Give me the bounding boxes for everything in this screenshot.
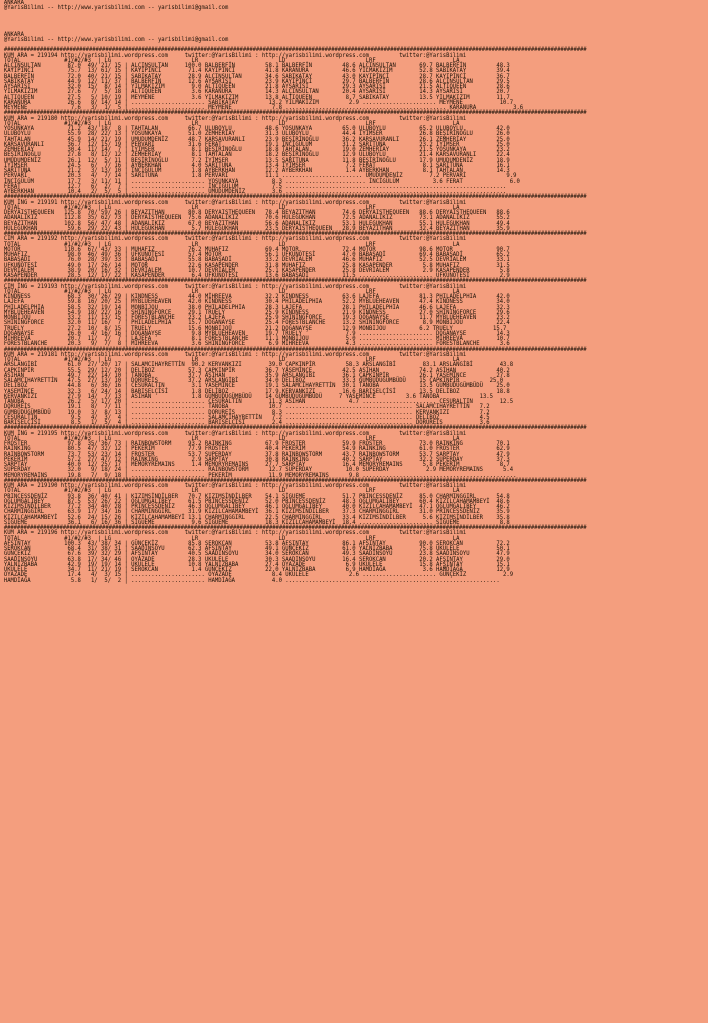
section-separator: ################################################################################################################################################################################## xyxy=(3,278,587,285)
table-row: SARITUNA 21.2 3/ 13/ 10 | İNCİGÜLÜM 1.8 AYBERKHAN 12.2 AYBERKHAN 1.4 AYBERKHAN 8.1 TAHTALAN 14.3 xyxy=(3,168,510,174)
table-row: OĞLUMGALİBEY 87.5 53/ 26/ 22 | OĞLUMGALİBEY 61.5 PRINCESSDENİZ 52.0 PRINCESSDENİZ 48.3 OĞLUMGALİBEY 60.4 KIZILCAHAMAMBEYİ 48.6 xyxy=(3,498,510,505)
table-row: MUHAFIZ 98.0 46/ 49/ 36 | UFKUNÖTESİ 57.4 MOTOR 56.1 UFKUNÖTESİ 47.0 BABAŞADİ 69.4 BABAŞADİ 65.2 xyxy=(3,252,510,258)
table-row: YASEMİNCE 32.3 6/ 24/ 14 | BARIŞELÇİSİ 1.8 DELİBOZ 17.9 KERVANKIZI 16.6 BARIŞELÇİSİ 13.5 DELİBOZ 18.8 xyxy=(3,388,510,395)
table-row: PHILADELPHIA 58.5 32/ 19/ 14 | MONBIJOU 38.0 PHILADELPHIA 28.3 LAJEFA 28.1 PHILADELPHIA 46.6 LAJEFA 32.3 xyxy=(3,304,510,311)
table-row: KERVANKIZI 27.9 14/ 7/ 13 | ASİHAN 1.8 GÜMBÜDÜGÜMBÜDÜ 14 GÜMBÜDÜGÜMBÜDÜ 7 YASEMİNCE 3.6 TANOBA 13.5 xyxy=(3,393,494,400)
table-row: GÜMBÜDÜGÜMBÜDÜ 19.0 3/ 8/ 13 | ...................... DORUREİS 8.3 ...................................... KERVANKIZI 7.2 xyxy=(3,409,490,416)
table-row: KIZIMSİNDİLBER 77.2 34/ 40/ 28 | PRINCESSDENİZ 46.3 OĞLUMGALİBEY 46.1 OĞLUMGALİBEY 40.0 KIZILCAHAMAMBEYİ 47.1 OĞLUMGALİBEY 46.2 xyxy=(3,504,510,510)
table-row: TRUELY 27.2 10/ 8/ 15 | TRUELY 15.6 MONBIJOU 21.2 DOĞANAYŞE 12.9 MONBIJOU 6.2 TRUELY 15.7 xyxy=(3,325,507,332)
table-row: KARSAVURANLI 36.7 12/ 15/ 19 | PERVARİ 31.6 FERAT 19.1 İNCİGÜLÜM 31.2 SARITUNA 23.2 İYİMSER 25.0 xyxy=(3,141,510,148)
race-title: KUM İNG = 219195 http://yarisbilimi.wordpress.com twitter:@YarisBilimi : http://yarisbilimi.wordpress.com twitter:@YarisBilimi xyxy=(3,430,467,437)
table-row: SİGUEME 36.1 6/ 16/ 36 | SİGUEME 9.6 SİGUEME 18.3 KIZILCAHAMAMBEYİ 18.4 ...................... SİGUEME 8.8 xyxy=(3,519,510,526)
table-row: GÜNÇEKİZ 67.6 39/ 32/ 29 | AFŞINTAY 40.5 SAADINSOYU 34.0 SEROKCAN 49.3 SAADINSOYU 23.8 SAADINSOYU 47.9 xyxy=(3,551,510,558)
column-header: TOTAL #1/#2/#3 | LG LR LD LRF LA xyxy=(3,57,460,64)
table-row: ALTIQUEEN 27.5 5/ 10/ 19 | MEYMENE 3.6 YILMAKIZIM 13.8 ALTIQUEEN 8.7 SABIKATAY 13.5 YILMAKIZIM 11.7 xyxy=(3,94,510,101)
table-row: PRINCESSDENİZ 93.8 36/ 40/ 41 | KIZIMSİNDİLBER 70.7 KIZIMSİNDİLBER 54.1 SİGUEME 51.7 PRINCESSDENİZ 85.0 CHARMINGGIRL 54.8 xyxy=(3,493,510,500)
table-row: FORESTBLANCHE 20.3 9/ 7/ 8 | MİHREEVA 3.6 SHININGFORCE 6.9 MİHREEVA 4.3 ...................... FORESTBLANCHE 3.6 xyxy=(3,341,510,348)
table-row: FROSTER 97.8 35/ 36/ 73 | RAINBOWSTORM 93.2 RAINKING 67.9 FROSTER 59.9 FROSTER 73.0 RAINKING 70.1 xyxy=(3,441,510,447)
table-row: KASAPENDER 28.5 12/ 17/ 22 | KASAPENDER 6.4 UFKUNÖTESİ 13.6 BABAŞADİ 11.5 ...................... UFKUNÖTESİ 2.9 xyxy=(3,273,510,279)
table-row: DERYAISTHEQUEEN 125.8 70/ 59/ 26 | BEYAZITHAN 80.8 DERYAISTHEQUEEN 78.4 BEYAZITHAN 74.6 DERYAISTHEQUEEN 88.6 DERYAISTHEQUEEN 88.6 xyxy=(3,210,510,216)
table-row: SAADINSOYU 63.8 17/ 34/ 46 | OYAZADE 28.3 UKULELE 30.3 SAADINSOYU 16.4 SEROKCAN 20.2 AFŞINTAY 29.0 xyxy=(3,556,510,563)
table-row: SALAMCIHAYRETTİN 47.5 27/ 13/ 10 | DORUREİS 37.2 ARSLANGİBİ 34.0 DELİBOZ 33.3 GÜMBÜDÜGÜMBÜDÜ 15 ÇAPKINPİR 25.0 xyxy=(3,378,504,384)
race-title: KUM ARA = 219196 http://yarisbilimi.wordpress.com twitter:@YarisBilimi : http://yarisbilimi.wordpress.com twitter:@YarisBilimi xyxy=(3,530,467,537)
table-row: AFŞINTAY 100.3 43/ 38/ 34 | GÜNÇEKİZ 85.8 SEROKCAN 53.8 AFŞINTAY 86.1 AFŞINTAY 90.0 SEROKCAN 72.2 xyxy=(3,540,510,547)
section-separator: ################################################################################################################################################################################## xyxy=(3,525,587,531)
header-line: ANKARA xyxy=(3,0,24,6)
race-title: KUM ARA = 219194 http://yarisbilimi.wordpress.com twitter:@YarisBilimi : http://yarisbilimi.wordpress.com twitter:@YarisBilimi xyxy=(3,52,467,59)
race-title: CIM ARA = 219192 http://yarisbilimi.wordpress.com twitter:@YarisBilimi : http://yarisbilimi.wordpress.com twitter:@YarisBilimi xyxy=(3,236,467,243)
table-row: BEŞİRİNOĞLU 27.8 8/ 12/ 12 | ZEMHERİAY 8.1 TAHTALAN 18.2 BEŞİRİNOĞLU 12.9 ULUBOYLU 21.4 KARSAVURANLI 22.4 xyxy=(3,152,510,159)
table-row: YALNIZBABA 42.9 19/ 19/ 14 | UKULELE 10.8 YALNIZBABA 27.4 OYAZADE 6.9 UKULELE 15.8 AFŞINTAY 15.1 xyxy=(3,561,510,568)
table-row: ADANALIKIZ 112.8 35/ 62/ 73 | DERYAISTHEQUEEN 75.6 ADANALIKIZ 70.6 HULEGUKHAN 72.5 ADANALIKIZ 73.1 ADANALIKIZ 55.2 xyxy=(3,215,510,222)
table-row: DORUREİS 19.1 8/ 7/ 11 | ...................... TANOBA 10.7 ...................................... SALAMCIHAYRETTİN 7.2 xyxy=(3,404,490,411)
table-row: SUPERDAY 32.0 9/ 18/ 24 | ...................... RAINBOWSTORM 12.7 SUPERDAY 10.0 SUPERDAY 2.9 MEMORYREMAINS 5.4 xyxy=(3,467,514,474)
table-row: RAINKING 80.5 47/ 32/ 12 | PEKERİM 77.9 FROSTER 40.4 PEKERİM 54.9 RAINKING 61.0 FROSTER 62.9 xyxy=(3,446,510,453)
race-title: KUM ARA = 219180 http://yarisbilimi.wordpress.com twitter:@YarisBilimi : http://yarisbilimi.wordpress.com twitter:@YarisBilimi xyxy=(3,115,467,122)
section-separator: ################################################################################################################################################################################## xyxy=(3,231,587,237)
column-header: TOTAL #1/#2/#3 | LG LR LD LRF LA xyxy=(3,241,460,248)
table-row: SARPTAY 40.0 12/ 25/ 17 | MEMORYREMAINS 1.4 MEMORYREMAINS 27.7 SARPTAY 16.4 MEMORYREMAINS 5.8 PEKERİM 8.7 xyxy=(3,462,510,468)
table-row: BARIŞELÇİSİ 8.5 1/ 5/ 4 | ...................... BARIŞELÇİSİ 2.4 ...................................... DORUREİS 3.6 xyxy=(3,420,490,426)
table-row: KINDNESS 68.3 30/ 26/ 29 | KINDNESS 44.0 MİHREEVA 32.2 KINDNESS 63.6 LAJEFA 81.3 PHILADELPHIA 42.0 xyxy=(3,294,510,300)
table-row: MONBIJOU 33.2 11/ 13/ 15 | FORESTBLANCHE 23.2 LAJEFA 25.9 SHININGFORCE 19.3 DOĞANAYŞE 11.7 MYBLUEHEAVEN 23.2 xyxy=(3,315,510,321)
table-row: SHININGFORCE 32.0 11/ 16/ 7 | PHILADELPHIA 15.7 DOĞANAYŞE 25.4 FORESTBLANCHE 13.2 SHININGFORCE 8.9 MONBIJOU 22.4 xyxy=(3,320,510,327)
table-row: BALBERFİN 72.0 40/ 21/ 15 | SABIKATAY 28.9 ALÇINSULTAN 34.6 SABIKATAY 43.0 KAYIPİNCİ 28.7 KAYIPİNCİ 36.7 xyxy=(3,73,510,80)
table-row: RAINBOWSTORM 73.7 53/ 23/ 14 | FROSTER 53.7 SUPERDAY 37.8 RAINBOWSTORM 43.7 RAINBOWSTORM 53.7 SARPTAY 47.9 xyxy=(3,451,510,458)
table-row: KAYIPİNCİ 75.7 13/ 61/ 15 | KAYIPİNCİ 71.4 KAYIPİNCİ 41.8 KARANURA 46.6 YILMAKIZIM 52.8 SABIKATAY 39.4 xyxy=(3,68,510,75)
table-row: YILMAKIZIM 27.6 7/ 5/ 18 | ALTIQUEEN 3.6 KARANURA 14.3 ALÇINSULTAN 20.4 AYSARISI 14.3 AYSARISI 20.7 xyxy=(3,89,510,96)
table-row: İYİMSER 24.5 6/ 7/ 16 | AYBERKHAN 4.0 SARITUNA 13.4 İYİMSER 7.2 FERAT 8.1 SARITUNA 16.1 xyxy=(3,162,510,169)
table-row: TANOBA 26.2 5/ 17/ 20 | ...................... CESURALTIN 11.3 ASİHAN 4.7 ...................... CESURALTIN 12.5 xyxy=(3,399,514,405)
table-row: AYSARISI 32.0 15/ 8/ 14 | YILMAKIZIM 9.0 ALTIQUEEN 21.8 AYSARISI 29.3 AYSARISI 21.5 ALTIQUEEN 28.6 xyxy=(3,84,510,90)
table-row: SEROKCAN 68.4 31/ 38/ 31 | SAADINSOYU 62.3 AFŞINTAY 49.1 GÜNÇEKİZ 61.0 YALNIZBABA 75.8 UKULELE 50.1 xyxy=(3,546,510,552)
table-row: MEYMENE 7.6 3/ 1/ 5 | ...................... MEYMENE 7.8 ................................................ KARANURA 3.6 xyxy=(3,105,524,111)
race-title: KUM İNG = 219191 http://yarisbilimi.wordpress.com twitter:@YarisBilimi : http://yarisbilimi.wordpress.com twitter:@YarisBilimi xyxy=(3,199,467,206)
table-row: YOSUNKAYA 71.2 43/ 18/ 8 | TAHTALAN 66.7 ULUBOYLU 48.6 YOSUNKAYA 65.0 ULUBOYLU 65.2 ULUBOYLU 42.0 xyxy=(3,126,510,132)
column-header: TOTAL #1/#2/#3 | LG LR LD LRF LA xyxy=(3,488,460,495)
table-row: UMUDUMDENİZ 26.1 12/ 5/ 11 | BEŞİRİNOĞLU 7.2 İYİMSER 13.5 SARITUNA 11.8 BEŞİRİNOĞLU 17.9 UMUDUMDENİZ 18.9 xyxy=(3,157,510,164)
table-row: DEVRİALEM 38.9 20/ 16/ 32 | DEVRİALEM 10.7 DEVRİALEM 25.1 KASAPENDER 25.8 DEVRİALEM 2.9 KASAPENDER 5.8 xyxy=(3,267,510,274)
table-row: ZEMHERİAY 30.4 11/ 14/ 7 | İYİMSER 8.1 BEŞİRİNOĞLU 18.8 TAHTALAN 19.0 ZEMHERİAY 21.5 YOSUNKAYA 23.2 xyxy=(3,147,510,153)
table-row: UKULELE 34.7 11/ 21/ 19 | SEROKCAN 1.4 GÜNÇEKİZ 22.0 YALNIZBABA 6.9 HAMDİAĞA 3.6 HAMDİAĞA 12.9 xyxy=(3,567,510,573)
table-row: BABAŞADİ 76.0 28/ 39/ 33 | BABAŞADİ 55.8 BABAŞADİ 33.2 DEVRİALEM 46.6 MUHAFIZ 52.5 DEVRİALEM 33.1 xyxy=(3,257,510,264)
column-header: TOTAL #1/#2/#3 | LG LR LD LRF LA xyxy=(3,204,460,211)
table-row: CHARMINGGIRL 63.9 17/ 34/ 16 | CHARMINGGIRL 31.9 KIZILCAHAMAMBEYİ 36.1 KIZIMSİNDİLBER 37.3 CHARMINGGIRL 31.0 PRINCESSDENİZ 35.9 xyxy=(3,509,510,516)
table-row: TAHTALAN 45.9 14/ 21/ 19 | UMUDUMDENİZ 48.7 KARSAVURANLI 23.9 BEŞİRİNOĞLU 36.2 KARSAVURANLI 26.1 ZEMHERİAY 25.0 xyxy=(3,136,510,143)
table-row: KARANURA 26.6 8/ 14/ 14 | ...................... SABIKATAY 13.2 YILMAKIZIM 2.9 ...................... MEYMENE 10.7 xyxy=(3,99,514,106)
table-row: ÇAPKINPİR 55.5 29/ 12/ 20 | DELİBOZ 57.3 ÇAPKINPİR 36.7 YASEMİNCE 42.5 ASİHAN 74.2 ASİHAN 40.2 xyxy=(3,367,510,374)
table-row: ASİHAN 49.7 22/ 14/ 10 | TANOBA 37.7 ASİHAN 35.9 ARSLANGİBİ 36.1 ÇAPKINPİR 26.1 YASEMİNCE 27.8 xyxy=(3,372,510,379)
section-separator: ################################################################################################################################################################################## xyxy=(3,194,587,201)
column-header: TOTAL #1/#2/#3 | LG LR LD LRF LA xyxy=(3,288,460,295)
table-row: AYBERKHAN 10.4 2/ 5/ 5 | ...................... UMUDUMDENİZ 3.6 .................................................................. xyxy=(3,189,507,195)
table-row: OYAZADE 17.4 4/ 3/ 15 | ...................... OYAZADE 8.4 UKULELE 2.6 ...................... GÜNÇEKİZ 2.9 xyxy=(3,572,514,579)
header-line: @YarisBilimi -- http://www.yarisbilimi.com -- yarisbilimi@gmail.com xyxy=(3,5,229,12)
table-row: DELİBOZ 44.8 6/ 36/ 16 | CESURALTIN 3.1 YASEMİNCE 19.1 SALAMCIHAYRETTİN 30.1 TANOBA 13.5 GÜMBÜDÜGÜMBÜDÜ 25.0 xyxy=(3,383,510,390)
header-line: @YarisBilimi -- http://www.yarisbilimi.com -- yarisbilimi@gmail.com xyxy=(3,36,229,43)
table-row: ARSLANGİBİ 61.0 27/ 20/ 17 | SALAMCIHAYRETTİN 90.2 KERVANKIZI 39.0 ÇAPKINPİR 58.3 ARSLANGİBİ 83.1 ARSLANGİBİ 43.8 xyxy=(3,362,514,369)
race-title: KUM ARA = 219190 http://yarisbilimi.wordpress.com twitter:@YarisBilimi : http://yarisbilimi.wordpress.com twitter:@YarisBilimi xyxy=(3,483,467,489)
table-row: SABIKATAY 44.9 12/ 11/ 37 | BALBERFİN 12.6 AYSARISI 23.9 KAYIPİNCİ 29.7 BALBERFİN 28.6 ALÇINSULTAN 29.5 xyxy=(3,78,510,85)
section-separator: ################################################################################################################################################################################## xyxy=(3,110,587,117)
section-separator: ################################################################################################################################################################################## xyxy=(3,47,587,54)
table-row: PEKERİM 57.2 27/ 47/ 12 | RAINKING 2.9 SARPTAY 30.8 RAINKING 40.2 SARPTAY 32.2 SUPERDAY 37.3 xyxy=(3,456,510,463)
table-row: DOĞANAYŞE 26.0 4/ 16/ 16 | DOĞANAYŞE 9.8 MYBLUEHEAVEN 19.7 TRUELY 7.9 ...................... DOĞANAYŞE 14.3 xyxy=(3,330,510,337)
table-row: PERVARİ 20.3 4/ 7/ 14 | SARITUNA 1.8 PERVARİ 11.1 ........................ UMUDUMDENİZ 7.2 PERVARİ 9.9 xyxy=(3,173,517,180)
section-separator: ################################################################################################################################################################################## xyxy=(3,346,587,353)
column-header: TOTAL #1/#2/#3 | LG LR LD LRF LA xyxy=(3,357,460,363)
race-title: KUM ARA = 219181 http://yarisbilimi.wordpress.com twitter:@YarisBilimi : http://yarisbilimi.wordpress.com twitter:@YarisBilimi xyxy=(3,351,467,358)
section-separator: ################################################################################################################################################################################## xyxy=(3,477,587,484)
race-title: CIM İNG = 219193 http://yarisbilimi.wordpress.com twitter:@YarisBilimi : http://yarisbilimi.wordpress.com twitter:@YarisBilimi xyxy=(3,283,467,290)
table-row: FERAT 12.7 6/ 2/ 7 | ...................... İNCİGÜLÜM 7.5 .................................................................. xyxy=(3,183,507,190)
table-row: KIZILCAHAMAMBEYİ 52.6 24/ 15/ 26 | KIZILCAHAMAMBEYİ 13.1 CHARMINGGIRL 22.5 CHARMINGGIRL 33.4 KIZIMSİNDİLBER 5.6 KIZIMSİNDİLBER 35.8 xyxy=(3,514,510,521)
column-header: TOTAL #1/#2/#3 | LG LR LD LRF LA xyxy=(3,120,460,127)
header-line: ANKARA xyxy=(3,31,24,38)
table-row: UFKUNÖTESİ 49.0 17/ 26/ 14 | MOTOR 22.6 KASAPENDER 31.8 MUHAFIZ 25.8 KASAPENDER 5.8 MUHAFIZ 31.5 xyxy=(3,262,510,269)
table-row: CESURALTIN 9.5 4/ 3/ 4 | ...................... SALAMCIHAYRETTİN 7.2 ...................................... DELİBOZ 4.5 xyxy=(3,414,490,421)
table-row: LAJEFA 59.8 16/ 20/ 25 | MYBLUEHEAVEN 42.0 KINDNESS 30.4 PHILADELPHIA 52.2 MYBLUEHEAVEN 47.4 KINDNESS 34.0 xyxy=(3,299,510,306)
table-row: ALÇINSULTAN 87.0 49/ 21/ 15 | ALÇINSULTAN 100.0 BALBERFİN 58.1 BALBERFİN 48.6 ALÇINSULTAN 69.7 BALBERFİN 48.3 xyxy=(3,63,510,69)
table-row: MEMORYREMAINS 19.8 7/ 9/ 18 | ...................... PEKERİM 11.9 MEMORYREMAINS 9.8 .............................................. xyxy=(3,472,517,479)
table-row: ULUBOYLU 55.9 28/ 22/ 13 | YOSUNKAYA 51.0 ZEMHERİAY 31.3 ULUBOYLU 44.4 İYİMSER 26.8 BEŞİRİNOĞLU 26.0 xyxy=(3,131,510,138)
table-row: İNCİGÜLÜM 17.7 3/ 11/ 11 | ...................... YOSUNKAYA 8.3 ........................ İNCİGÜLÜM 3.6 FERAT 6.0 xyxy=(3,178,520,185)
table-row: BEYAZITHAN 102.8 56/ 47/ 48 | ADANALIKIZ 67.0 BEYAZITHAN 56.6 ADANALIKIZ 53.1 HULEGUKHAN 55.1 HULEGUKHAN 49.4 xyxy=(3,220,510,227)
table-row: MİHREEVA 20.7 11/ 7/ 7 | LAJEFA 8.1 FORESTBLANCHE 11.1 MONBIJOU 5.0 ...................... MİHREEVA 10.7 xyxy=(3,336,510,342)
table-row: MYBLUEHEAVEN 54.9 18/ 22/ 16 | SHININGFORCE 29.1 TRUELY 25.9 KINDNESS 21.9 KINDNESS 27.0 SHININGFORCE 29.6 xyxy=(3,309,510,316)
column-header: TOTAL #1/#2/#3 | LG LR LD LRF LA xyxy=(3,535,460,542)
column-header: TOTAL #1/#2/#3 | LG LR LD LRF LA xyxy=(3,435,460,442)
table-row: HAMDİAĞA 5.8 1/ 5/ 2 | ...................... HAMDİAĞA 4.0 ................................................................ xyxy=(3,577,500,584)
table-row: MOTOR 110.6 67/ 43/ 33 | MUHAFIZ 76.2 MUHAFIZ 69.4 MOTOR 72.4 MOTOR 98.6 MOTOR 90.7 xyxy=(3,246,510,253)
section-separator: ################################################################################################################################################################################## xyxy=(3,425,587,432)
table-row: HULEGUKHAN 59.6 29/ 22/ 43 | HULEGUKHAN 5.7 HULEGUKHAN 23.5 DERYAISTHEQUEEN 28.9 BEYAZITHAN 32.4 BEYAZITHAN 35.9 xyxy=(3,225,510,232)
